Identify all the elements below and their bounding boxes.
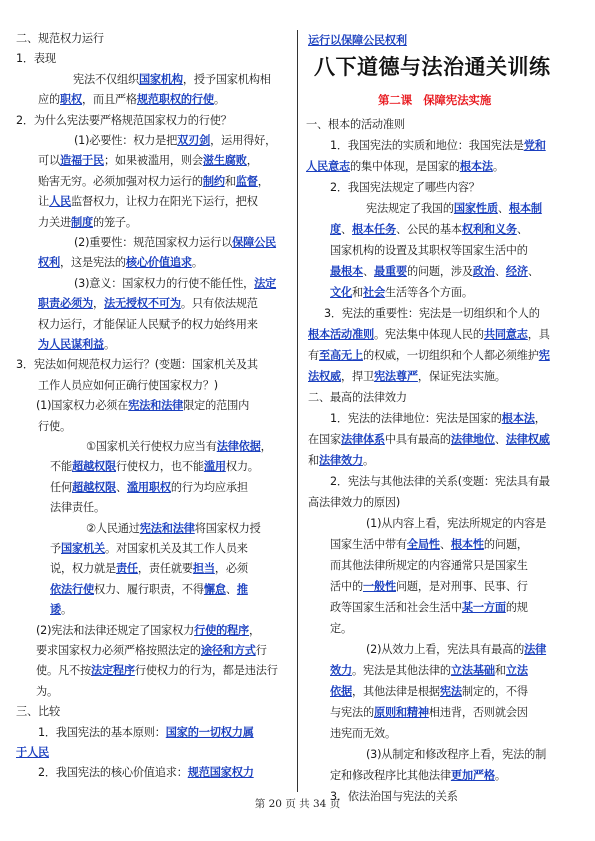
text-segment: 的规 [505,601,528,614]
text-segment: 不能 [50,460,72,474]
text-segment: 2．我国宪法的核心价值追求： [38,766,188,780]
text-segment: 1．表现 [16,52,56,66]
key-term: 权利 [38,256,60,270]
text-segment: 国家生活中带有 [330,538,407,551]
text-segment: 和 [224,174,236,188]
left-column-line [36,663,278,679]
text-segment: 在国家 [308,433,341,446]
text-segment: 中具有最高的 [384,433,451,446]
text-segment: (1)必要性：权力是把 [74,134,178,147]
right-column-line [308,348,550,364]
text-segment: 生活等各个方面。 [384,286,473,299]
text-segment: 宪法规定了我国的 [366,202,454,215]
key-term: 核心价值追求 [125,256,192,270]
text-segment: 二、规范权力运行 [16,32,104,45]
key-term: 于人民 [16,746,49,759]
left-column-line [36,643,267,659]
text-segment: 定。 [330,622,352,635]
text-segment: ， [257,174,269,188]
text-segment: (2)重要性：规范国家权力运行以 [74,236,233,249]
left-column-line [38,92,225,108]
text-segment: 而其他法律所规定的内容通常只是国家生 [330,559,528,572]
right-column-line [366,516,546,532]
text-segment: 、 [115,480,127,494]
text-segment: ；如果被滥用，则会 [103,154,203,168]
key-term: 职权 [59,93,82,107]
right-column-line [324,306,540,322]
key-term: 文化 [330,286,352,299]
text-segment: 问题，是对刑事、民事、行 [395,580,528,593]
text-segment: ， [246,154,258,168]
right-column-line [330,243,528,259]
text-segment: 与宪法的 [330,706,374,719]
key-term: 行使的程序 [194,623,250,637]
text-segment: 力关进 [38,215,71,229]
key-term: 一般性 [362,580,396,593]
left-column-line [50,561,248,577]
key-term: 法定程序 [90,664,135,678]
left-column-line [16,357,258,373]
text-segment: 说，权力就是 [50,562,116,576]
left-column-line [16,113,232,129]
text-segment: ， [260,440,272,453]
text-segment: 。 [191,256,203,270]
text-segment: 将国家权力授 [194,521,261,535]
key-term: 制约 [202,174,225,188]
text-segment: 行使。 [38,419,71,433]
page-footer: 第 20 页 共 34 页 [254,798,341,810]
right-column-line [330,726,396,742]
text-segment: 1．宪法的法律地位：宪法是国家的 [330,412,502,425]
key-term: 监督 [235,174,258,188]
text-segment: 违宪而无效。 [330,727,396,740]
left-column-line [38,337,115,353]
key-term: 宪法和法律 [128,399,184,413]
left-column-line [74,235,276,251]
key-term: 规范职权的行使 [136,93,214,107]
text-segment: 一、根本的活动准则 [306,118,405,131]
text-segment: 定和修改程序比其他法律 [330,769,451,782]
key-term: 更加严格 [450,769,495,782]
left-column-line [38,317,258,333]
left-column-line [36,684,58,700]
right-column-line [366,747,546,763]
text-segment: ，这是宪法的 [59,256,126,270]
left-column-line [38,255,203,271]
text-segment: 宪法不仅组织 [73,72,139,86]
text-segment: 权力运行，才能保证人民赋予的权力始终用来 [38,317,258,331]
left-column-line [38,725,254,741]
text-segment: ，必须 [214,562,248,576]
key-term: 全局性 [406,538,440,551]
key-term: 职责必须为 [38,297,93,311]
left-column-line [50,480,248,496]
key-term: 滥用 [203,460,226,474]
left-column-line [50,459,259,475]
text-segment: 。 [362,454,374,467]
key-term: 宪法尊严 [373,370,418,383]
right-column-line [330,474,550,490]
text-segment: 使。凡不按 [36,664,91,678]
right-column-line [330,600,528,616]
left-column-line [16,31,104,47]
text-segment: (1)国家权力必须在 [36,399,129,413]
text-segment: (3)意义：国家权力的行使不能任性， [74,276,255,290]
right-column-line [306,159,504,175]
text-segment: 行使权力，也不能 [115,460,204,474]
text-segment: ， [249,623,261,637]
right-column-line [330,705,528,721]
text-segment: (1)从内容上看，宪法所规定的内容是 [366,517,547,530]
left-column-line [86,439,272,455]
text-segment: 相违背，否则就会因 [428,706,528,719]
key-term: 根本法 [459,160,493,173]
text-segment: (2)宪法和法律还规定了国家权力 [36,623,195,637]
text-segment: 行 [255,644,267,657]
column-divider [297,30,298,792]
text-segment: 2．我国宪法规定了哪些内容？ [330,181,480,194]
right-column-line [330,537,528,553]
text-segment: 。 [492,160,504,173]
text-segment: ②人民通过 [86,521,140,535]
key-term: 依法行使 [50,582,94,596]
key-term: 政治 [472,265,495,278]
text-segment: (2)从效力上看，宪法具有最高的 [366,643,525,656]
text-segment: 高法律效力的原因) [308,496,401,509]
key-term: 效力 [330,664,352,677]
key-term: 规范国家权力 [187,766,254,780]
text-segment: 3．宪法的重要性：宪法是一切组织和个人的 [324,307,540,320]
left-column-line [38,194,258,210]
text-segment: 。对国家机关及其工作人员来 [104,542,248,555]
text-segment: 活中的 [330,580,363,593]
text-segment: 2．为什么宪法要严格规范国家权力的行使？ [16,113,232,127]
text-segment: 、公民的基本 [395,223,462,236]
text-segment: 和 [494,664,506,677]
text-segment: 应的 [38,93,60,107]
text-segment: 1．我国宪法的实质和地位：我国宪法是 [330,139,524,152]
text-segment: ，授予国家机构相 [182,72,271,86]
right-column-line [330,684,528,700]
text-segment: 予 [50,542,61,555]
left-column-line [36,398,249,414]
key-term: 法律地位 [450,433,495,446]
text-segment: 。宪法是其他法律的 [351,664,451,677]
text-segment: 贻害无穷。必须加强对权力运行的 [38,174,203,188]
text-segment: 。 [494,769,506,782]
text-segment: 可以 [38,154,60,168]
key-term: 双刃剑 [177,134,211,147]
key-term: 某一方面 [461,601,506,614]
left-column-line [36,623,260,639]
key-term: 法律体系 [340,433,385,446]
left-column-line [38,419,71,435]
key-term: 社会 [362,286,385,299]
key-term: 保障公民 [232,236,277,249]
text-segment: 三、比较 [16,705,60,719]
key-term: 原则和精神 [373,706,429,719]
text-segment: 国家机构的设置及其职权等国家生活中的 [330,244,528,257]
text-segment: ，责任就要 [137,562,193,576]
text-segment: 权力。 [225,460,259,474]
left-column-line [16,704,60,720]
text-segment: 、 [516,223,528,236]
key-term: 人民意志 [306,160,350,173]
right-column-line [308,495,400,511]
text-segment: 为。 [36,684,58,698]
key-term: 责任 [115,562,138,576]
key-term: 法律权威 [505,433,550,446]
key-term: 造福于民 [59,154,104,168]
key-term: 经济 [505,265,528,278]
left-column-line [16,745,49,761]
text-segment: 3．宪法如何规范权力运行？(变题：国家机关及其 [16,358,258,372]
left-column-line [38,378,218,394]
right-column-line [308,369,506,385]
left-column-line [16,51,56,67]
text-segment: 要求国家权力必须严格按照法定的 [36,644,201,657]
left-column-line [50,582,248,598]
key-term: 最根本 [330,265,363,278]
key-term: 法权威 [308,370,341,383]
left-column-line [50,602,72,618]
key-term: 党和 [523,139,546,152]
text-segment: ，具 [527,328,550,341]
key-term: 滥用职权 [126,480,171,494]
key-term: 宪 [538,349,550,362]
key-term: 根本法 [501,412,535,425]
text-segment: 行使权力的行为，都是违法行 [134,664,278,678]
text-segment: 工作人员应如何正确行使国家权力？) [38,378,218,392]
key-term: 法定 [254,276,277,290]
right-column-line [330,621,352,637]
right-column-line [330,663,528,679]
key-term: 超越权限 [71,480,116,494]
right-column-line [306,117,405,133]
continued-topic: 运行以保障公民权利 [308,34,407,47]
key-term: 根本任务 [352,223,396,236]
text-segment: 二、最高的法律效力 [308,391,407,404]
key-term: 制度 [70,215,93,229]
text-segment: 。 [61,603,72,617]
key-term: 宪法 [439,685,462,698]
text-segment: 限定的范围内 [183,399,250,413]
key-term: 共同意志 [483,328,528,341]
text-segment: ，其他法律是根据 [351,685,440,698]
text-segment: 政等国家生活和社会生活中 [330,601,462,614]
key-term: 根本制 [508,202,542,215]
left-column-line [50,500,105,516]
left-column-line [38,174,269,190]
text-segment: 的笼子。 [92,215,137,229]
key-term: 国家性质 [453,202,498,215]
lesson-subtitle: 第二课 保障宪法实施 [378,93,491,107]
right-column-line [330,180,480,196]
text-segment: 、 [362,265,374,278]
right-column-line [330,558,528,574]
key-term: 国家机构 [138,72,183,86]
left-column-line [38,153,258,169]
text-segment: 的问题， [483,538,528,551]
text-segment: 、 [225,582,237,596]
text-segment: 。 [103,338,115,351]
left-column-line [50,541,248,557]
text-segment: 、 [341,223,352,236]
key-term: 为人民谋利益 [38,338,104,351]
text-segment: ，运用得好， [210,134,277,147]
text-segment: ，保证宪法实施。 [417,370,506,383]
right-column-line [366,201,542,217]
text-segment: 。只有依法规范 [180,297,258,311]
right-column-line [330,285,473,301]
right-column-line [330,411,546,427]
right-column-line [308,327,550,343]
key-term: 推 [236,582,248,596]
right-column-line [308,453,374,469]
text-segment: 制定的，不得 [461,685,528,698]
key-term: 依据 [330,685,352,698]
key-term: 法律效力 [319,454,363,467]
text-segment: 权力、履行职责，不得 [93,582,204,596]
text-segment: 和 [351,286,363,299]
left-column-line [86,521,261,537]
left-column-line [38,215,137,231]
key-term: 法律依据 [216,440,261,453]
key-term: 途径和方式 [200,644,256,657]
key-term: 懈怠 [203,582,226,596]
left-column-line [73,72,271,88]
text-segment: 。宪法集中体现人民的 [373,328,484,341]
right-column-line [330,222,528,238]
text-segment: ， [92,297,104,311]
key-term: 国家机关 [61,542,105,555]
right-column-line [366,642,546,658]
text-segment: 1．我国宪法的基本原则： [38,725,166,739]
key-term: 法无授权不可为 [103,297,181,311]
text-segment: 的权威，一切组织和个人都必须维护 [362,349,539,362]
text-segment: 的问题，涉及 [406,265,473,278]
text-segment: 有 [308,349,319,362]
text-segment: 、 [527,265,539,278]
text-segment: 让 [38,195,49,209]
key-term: 超越权限 [71,460,116,474]
key-term: 人民 [49,195,71,209]
key-term: 最重要 [373,265,407,278]
text-segment: 、 [494,433,506,446]
text-segment: 。 [213,93,225,107]
key-term: 滋生腐败 [202,154,247,168]
text-segment: ，而且严格 [81,93,137,107]
left-column-line [38,296,258,312]
text-segment: ①国家机关行使权力应当有 [86,440,217,453]
text-segment: ，捍卫 [340,370,374,383]
left-column-line [74,133,276,149]
text-segment: 3．依法治国与宪法的关系 [330,790,458,803]
text-segment: 的集中体现，是国家的 [349,160,460,173]
text-segment: 、 [494,265,506,278]
text-segment: 的行为均应承担 [170,480,248,494]
key-term: 国家的一切权力属 [165,725,254,739]
right-column-line [330,264,539,280]
key-term: 法律 [524,643,547,656]
text-segment: 2．宪法与其他法律的关系(变题：宪法具有最 [330,475,550,488]
text-segment: 监督权力，让权力在阳光下运行，把权 [70,195,258,209]
text-segment: 、 [439,538,451,551]
key-term: 度 [330,223,341,236]
key-term: 立法 [505,664,528,677]
key-term: 立法基础 [450,664,495,677]
key-term: 权利和义务 [461,223,517,236]
text-segment: ， [534,412,546,425]
text-segment: 、 [497,202,509,215]
key-term: 至高无上 [319,349,363,362]
left-column-line [74,276,276,292]
text-segment: 和 [308,454,319,467]
right-column-line [330,579,528,595]
text-segment: (3)从制定和修改程序上看，宪法的制 [366,748,547,761]
key-term: 担当 [192,562,215,576]
right-column-line [308,432,550,448]
key-term: 诿 [50,603,61,617]
key-term: 根本性 [450,538,484,551]
text-segment: 法律责任。 [50,501,105,515]
page-title: 八下道德与法治通关训练 [314,55,551,79]
left-column-line [38,765,254,781]
right-column-line [330,138,546,154]
right-column-line [330,768,506,784]
key-term: 根本活动准则 [308,328,374,341]
text-segment: 任何 [50,480,72,494]
right-column-line [308,390,407,406]
key-term: 宪法和法律 [139,521,195,535]
